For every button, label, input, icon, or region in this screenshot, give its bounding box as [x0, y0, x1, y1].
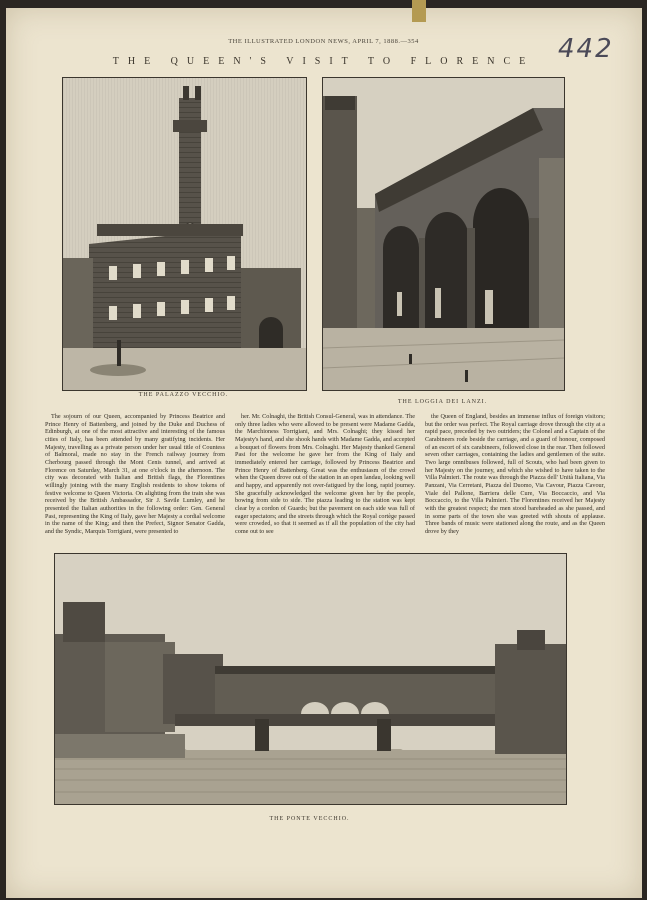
caption-loggia-dei-lanzi: THE LOGGIA DEI LANZI. [397, 399, 488, 405]
running-header: THE ILLUSTRATED LONDON NEWS, APRIL 7, 1888.—354 [228, 38, 419, 45]
loggia-dei-lanzi-engraving [322, 77, 565, 391]
article-column: the Queen of England, besides an immense influx of foreign visitors; but the order was perfect. The Royal carriage drove through the city at a rapid pace, preceded by two outriders; the Colonel and a Captain of the Carabineers rode beside the carriage, and a guard of honour, composed of an escort of six carabineers, followed close in the rear. Then followed seven other carriages, containing the ladies and gentlemen of the suite. Two large omnibuses followed, full of Scouts, who had been given to her Majesty on the journey, and which she wished to have taken to the Villa Palmieri. The route was through the Piazza dell' Unità Italiana, Via Panzani, Via Cerretani, Piazza del Duomo, Via Cavour, Piazza Cavour, Viale del Pallone, Barriera delle Cure, Via Boccaccio, and Via Boccaccio, to the Villa Palmieri. The Florentines received her Majesty with the greatest respect; the men stood bareheaded as she passed, and in some parts of the town she was greeted with shouts of applause. Three bands of music were stationed along the route, and as the Queen drove by they [425, 413, 605, 535]
article-body [45, 413, 605, 541]
article-column: The sojourn of our Queen, accompanied by Princess Beatrice and Prince Henry of Battenberg, and joined by the Duke and Duchess of Edinburgh, at one of the most attractive and interesting of the famous cities of Italy, has been attended by many gratifying incidents. Her Majesty, travelling as a private person under her usual title of Countess of Balmoral, made no stay in the French railway journey from Cherbourg passed through the Mont Cenis tunnel, and arrived at Florence on Saturday, March 31, at one o'clock in the afternoon. The city was decorated with Italian and British flags, the Florentines willingly joining with the many English residents to show tokens of festive welcome to Queen Victoria. On alighting from the train she was received by the British Ambassador, Sir J. Savile Lumley, and he presented the Italian authorities in the following order: Gen. General Pasi, representing the King of Italy, gave her Majesty a cordial welcome in the name of the King; and then the Prefect, Signor Senator Gadda, and the Syndic, Marquis Torrigiani, were presented to [45, 413, 225, 535]
article-column: her. Mr. Colnaghi, the British Consul-General, was in attendance. The only three ladies who were allowed to be present were Madame Gadda, the Marchioness Torrigiani, and Mrs. Colnaghi; they kissed her Majesty's hand, and she shook hands with Madame Gadda, and accepted a bouquet of flowers from Mrs. Colnaghi. Her Majesty thanked General Pasi for the welcome he gave her from the King of Italy and immediately entered her carriage, followed by Princess Beatrice and Prince Henry of Battenberg. Great was the enthusiasm of the crowd when the Queen drove out of the station in an open landau, looking well and happy, and apparently not over-fatigued by the long, rapid journey. She gracefully acknowledged the welcome given her by the people, bowing from side to side. The piazza leading to the station was kept clear by a cordon of Guards; but the pavement on each side was full of eager spectators; and the streets through which the Royal cortège passed were crowded, so that it seemed as if all the population of the city had come out to see [235, 413, 415, 535]
page-title: THE QUEEN'S VISIT TO FLORENCE [112, 56, 535, 67]
caption-palazzo-vecchio: THE PALAZZO VECCHIO. [138, 392, 229, 398]
caption-ponte-vecchio: THE PONTE VECCHIO. [269, 816, 350, 822]
palazzo-vecchio-engraving [62, 77, 307, 391]
handwritten-page-number: 442 [558, 34, 614, 64]
mounting-tape [412, 0, 426, 22]
ponte-vecchio-engraving [54, 553, 567, 805]
